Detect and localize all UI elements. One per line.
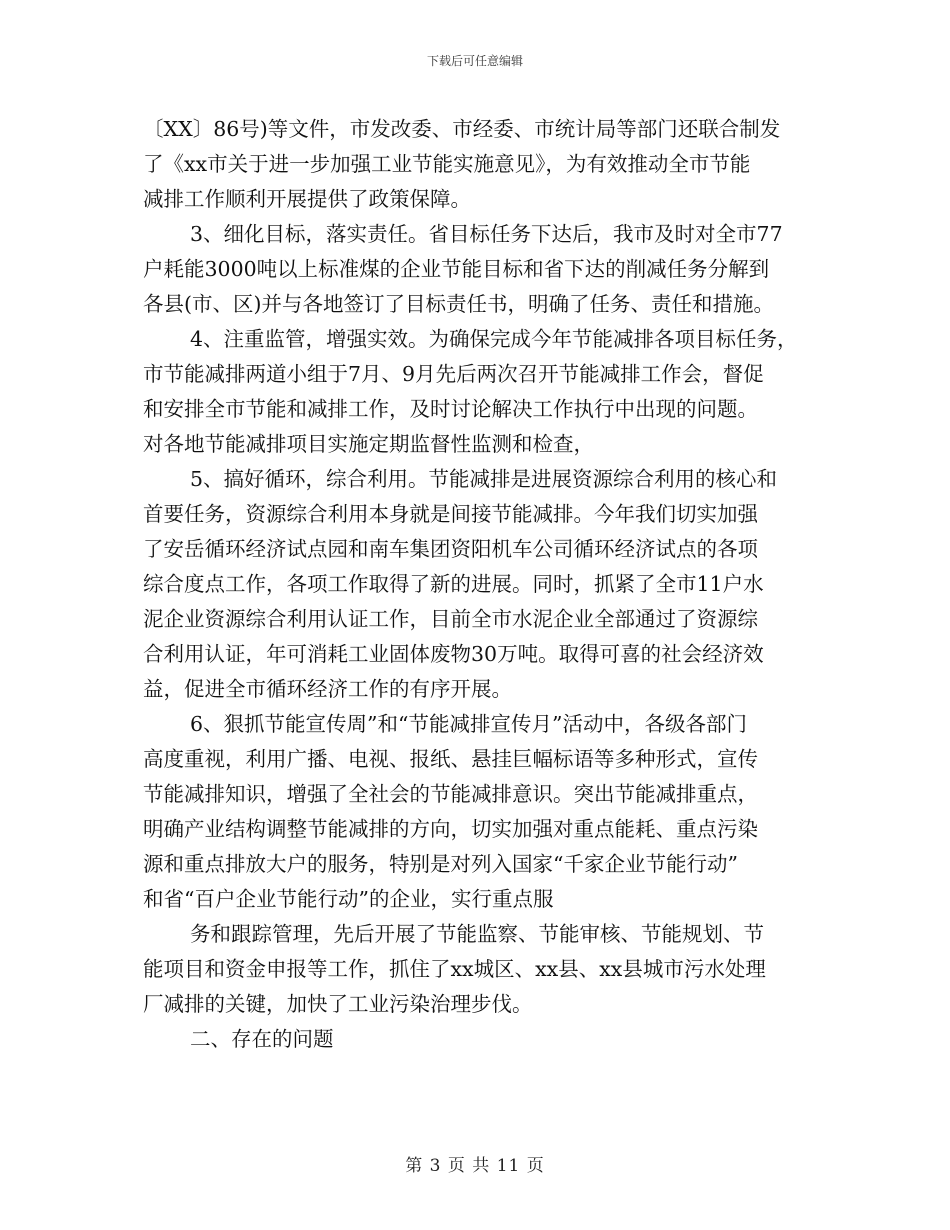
text-line: 明确产业结构调整节能减排的方向，切实加强对重点能耗、重点污染 [143,817,758,841]
text-line: 益，促进全市循环经济工作的有序开展。 [143,677,512,701]
paragraph-start: 6、狠抓节能宣传周”和“节能减排宣传月”活动中，各级各部门 [190,712,747,736]
text-line: 能项目和资金申报等工作，抓住了xx城区、xx县、xx县城市污水处理 [143,957,766,981]
paragraph-start: 3、细化目标，落实责任。省目标任务下达后，我市及时对全市77 [190,222,783,246]
text-line: 综合度点工作，各项工作取得了新的进展。同时，抓紧了全市11户水 [143,572,764,596]
text-line: 对各地节能减排项目实施定期监督性监测和检查， [143,432,594,456]
page-number: 第 3 页 共 11 页 [405,1156,545,1176]
text-line: 市节能减排两道小组于7月、9月先后两次召开节能减排工作会，督促 [143,362,764,386]
text-line: 了《xx市关于进一步加强工业节能实施意见》，为有效推动全市节能 [143,152,751,176]
text-line: 泥企业资源综合利用认证工作，目前全市水泥企业全部通过了资源综 [143,607,758,631]
text-line: 首要任务，资源综合利用本身就是间接节能减排。今年我们切实加强 [143,502,758,526]
text-line: 户耗能3000吨以上标准煤的企业节能目标和省下达的削减任务分解到 [143,257,770,281]
text-line: 节能减排知识，增强了全社会的节能减排意识。突出节能减排重点， [143,782,758,806]
text-line: 减排工作顺利开展提供了政策保障。 [143,187,471,211]
section-heading: 二、存在的问题 [190,1027,334,1051]
paragraph-start: 务和跟踪管理，先后开展了节能监察、节能审核、节能规划、节 [190,922,764,946]
text-line: 〔XX〕86号)等文件，市发改委、市经委、市统计局等部门还联合制发 [143,117,781,141]
text-line: 源和重点排放大户的服务，特别是对列入国家“千家企业节能行动” [143,852,738,876]
text-line: 合利用认证，年可消耗工业固体废物30万吨。取得可喜的社会经济效 [143,642,764,666]
text-line: 厂减排的关键，加快了工业污染治理步伐。 [143,992,533,1016]
paragraph-start: 4、注重监管，增强实效。为确保完成今年节能减排各项目标任务， [190,327,798,351]
text-line: 了安岳循环经济试点园和南车集团资阳机车公司循环经济试点的各项 [143,537,758,561]
text-line: 高度重视，利用广播、电视、报纸、悬挂巨幅标语等多种形式，宣传 [143,747,758,771]
text-line: 和安排全市节能和减排工作，及时讨论解决工作执行中出现的问题。 [143,397,758,421]
text-line: 各县(市、区)并与各地签订了目标责任书，明确了任务、责任和措施。 [143,292,774,316]
page-header: 下载后可任意编辑 [426,54,523,68]
text-line: 和省“百户企业节能行动”的企业，实行重点服 [143,887,554,911]
paragraph-start: 5、搞好循环，综合利用。节能减排是进展资源综合利用的核心和 [190,467,778,491]
document-body [143,112,813,1057]
